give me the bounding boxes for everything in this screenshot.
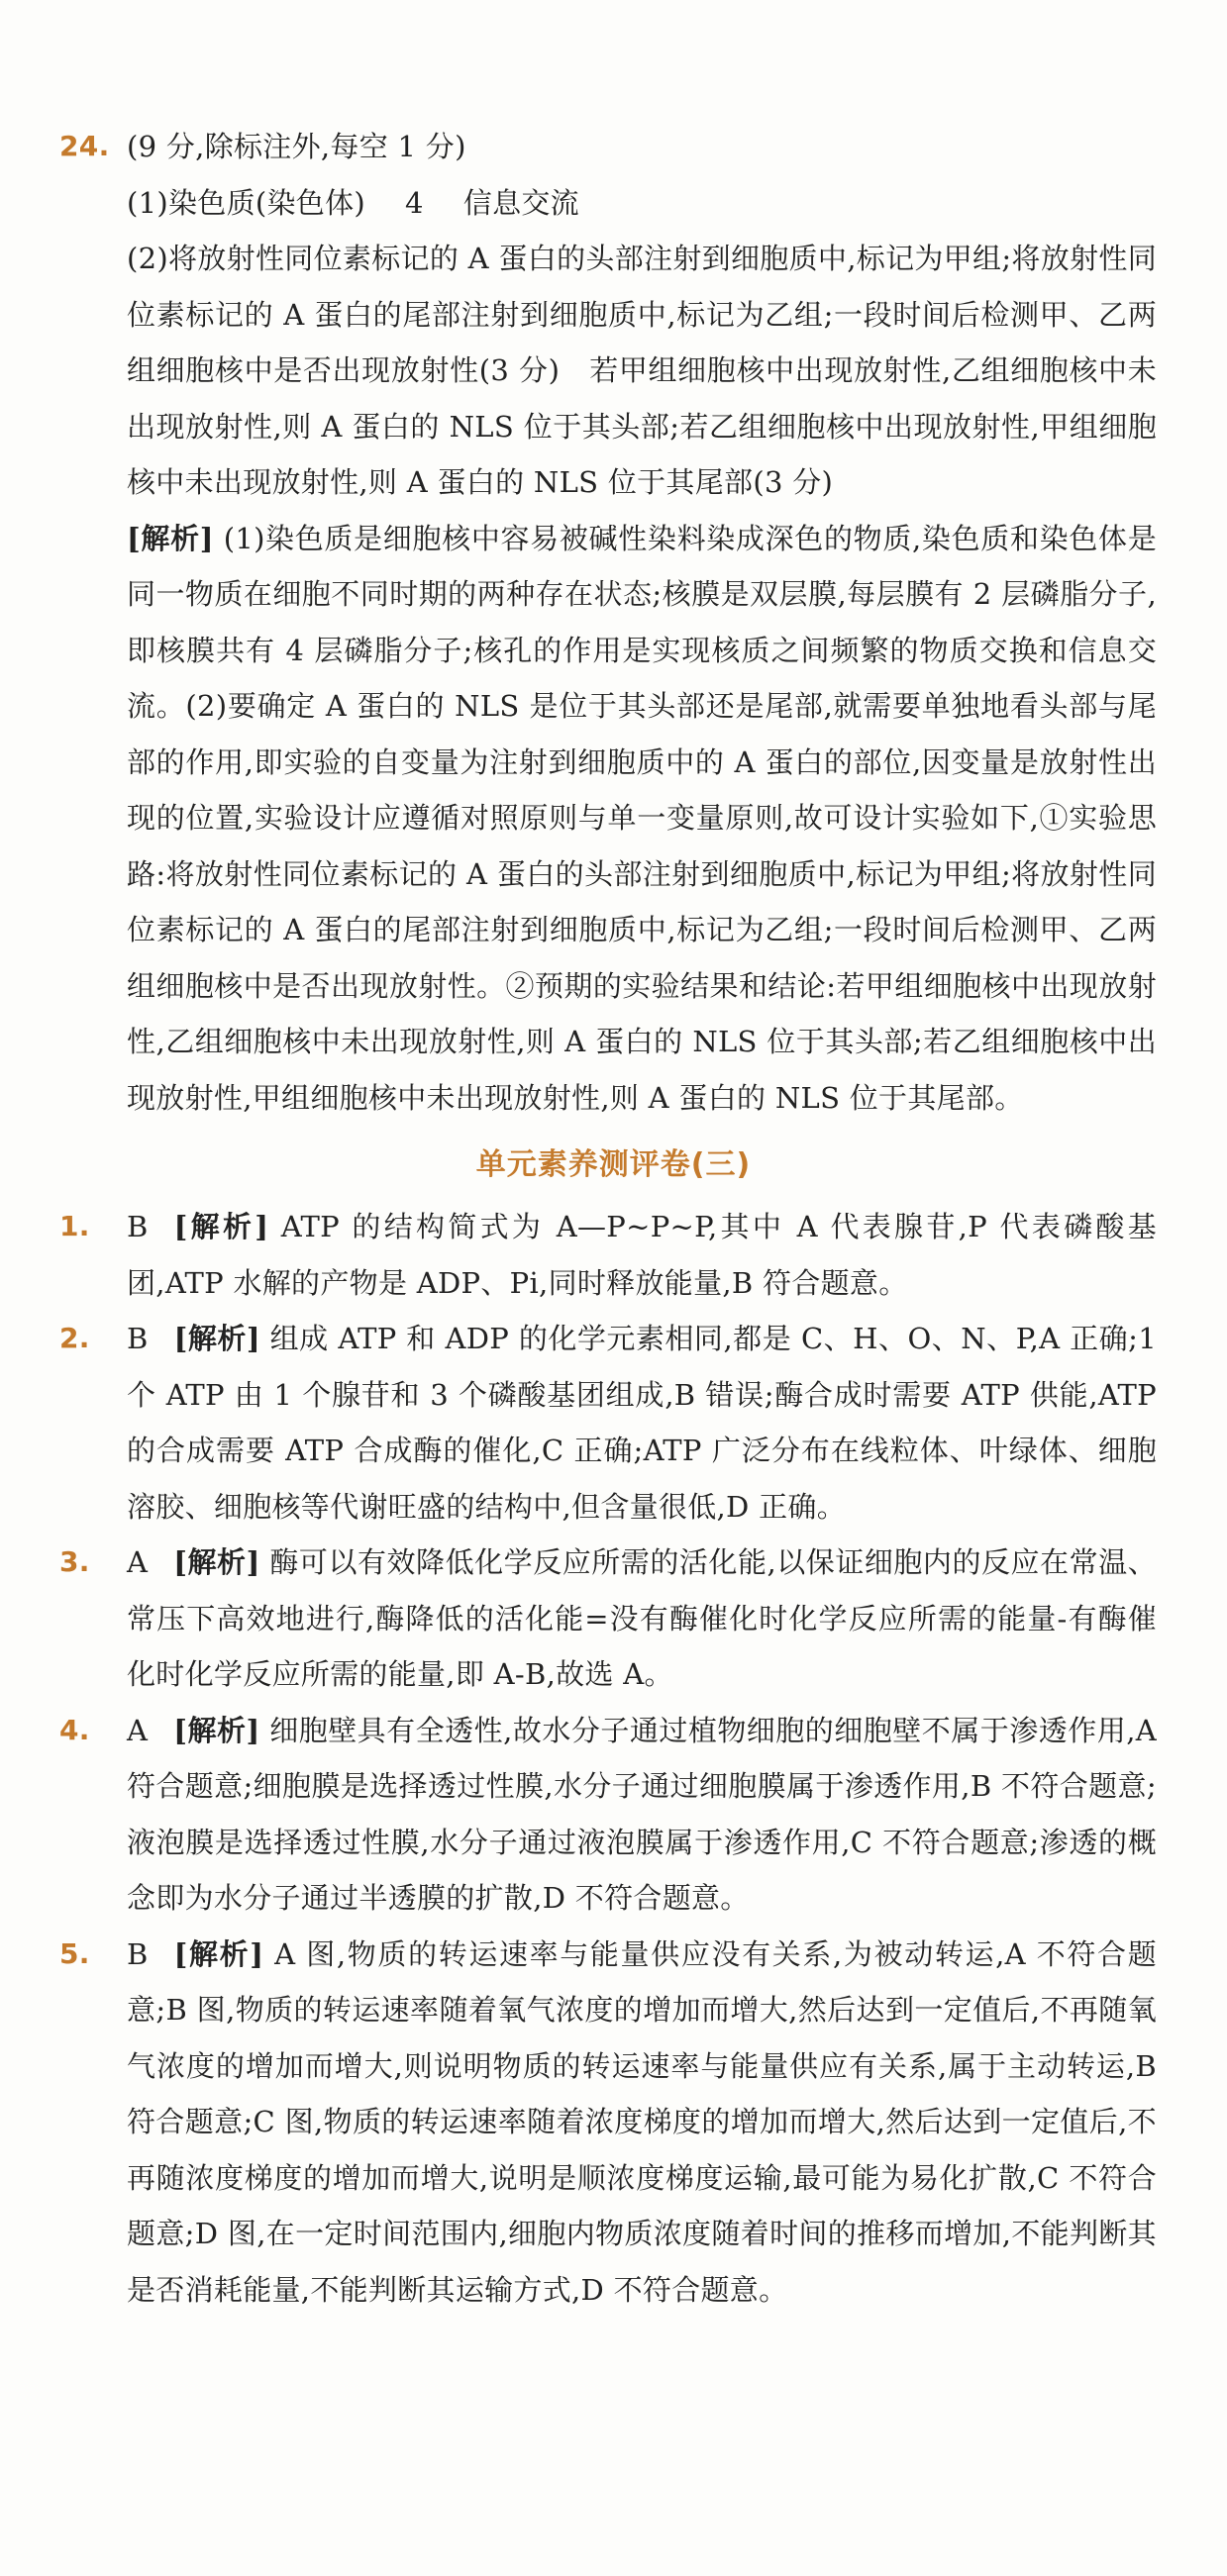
- item-answer: B: [127, 1322, 149, 1355]
- answer-item: [59, 1311, 1157, 1535]
- answer-item: [59, 1703, 1157, 1927]
- item-text: 酶可以有效降低化学反应所需的活化能,以保证细胞内的反应在常温、常压下高效地进行,酶降低的活化能=没有酶催化时化学反应所需的能量-有酶催化时化学反应所需的能量,即 A-B,故选 A。: [127, 1545, 1157, 1691]
- item-text: 组成 ATP 和 ADP 的化学元素相同,都是 C、H、O、N、P,A 正确;1 个 ATP 由 1 个腺苷和 3 个磷酸基团组成,B 错误;酶合成时需要 ATP 供能,ATP 的合成需要 ATP 合成酶的催化,C 正确;ATP 广泛分布在线粒体、叶绿体、细胞溶胶、细胞核等代谢旺盛的结构中,但含量很低,D 正确。: [127, 1322, 1157, 1524]
- item-label: [解析]: [173, 1322, 260, 1355]
- item-answer: B: [127, 1936, 149, 1971]
- item-text: A 图,物质的转运速率与能量供应没有关系,为被动转运,A 不符合题意;B 图,物质的转运速率随着氧气浓度的增加而增大,然后达到一定值后,不再随氧气浓度的增加而增大,则说明物质的转运速率与能量供应有关系,属于主动转运,B 符合题意;C 图,物质的转运速率随着浓度梯度的增加而增大,然后达到一定值后,不再随浓度梯度的增加而增大,说明是顺浓度梯度运输,最可能为易化扩散,C 不符合题意;D 图,在一定时间范围内,细胞内物质浓度随着时间的推移而增加,不能判断其是否消耗能量,不能判断其运输方式,D 不符合题意。: [127, 1936, 1157, 2307]
- question-24: [59, 119, 1157, 1126]
- item-number: 4.: [59, 1713, 90, 1746]
- item-label: [解析]: [173, 1545, 260, 1579]
- item-text: 细胞壁具有全透性,故水分子通过植物细胞的细胞壁不属于渗透作用,A 符合题意;细胞膜是选择透过性膜,水分子通过细胞膜属于渗透作用,B 不符合题意;液泡膜是选择透过性膜,水分子通过液泡膜属于渗透作用,C 不符合题意;渗透的概念即为水分子通过半透膜的扩散,D 不符合题意。: [127, 1713, 1157, 1915]
- item-label: [解析]: [173, 1210, 269, 1243]
- answer-part-2: (2)将放射性同位素标记的 A 蛋白的头部注射到细胞质中,标记为甲组;将放射性同位素标记的 A 蛋白的尾部注射到细胞质中,标记为乙组;一段时间后检测甲、乙两组细胞核中是否出现放射性(3 分) 若甲组细胞核中出现放射性,乙组细胞核中未出现放射性,则 A 蛋白的 NLS 位于其头部;若乙组细胞核中出现放射性,甲组细胞核中未出现放射性,则 A 蛋白的 NLS 位于其尾部(3 分): [127, 242, 1157, 499]
- answer-item: [59, 1199, 1157, 1311]
- item-number: 1.: [59, 1210, 90, 1242]
- item-answer: A: [127, 1713, 149, 1747]
- explanation-text: (1)染色质是细胞核中容易被碱性染料染成深色的物质,染色质和染色体是同一物质在细胞不同时期的两种存在状态;核膜是双层膜,每层膜有 2 层磷脂分子,即核膜共有 4 层磷脂分子;核孔的作用是实现核质之间频繁的物质交换和信息交流。(2)要确定 A 蛋白的 NLS 是位于其头部还是尾部,就需要单独地看头部与尾部的作用,即实验的自变量为注射到细胞质中的 A 蛋白的部位,因变量是放射性出现的位置,实验设计应遵循对照原则与单一变量原则,故可设计实验如下,①实验思路:将放射性同位素标记的 A 蛋白的头部注射到细胞质中,标记为甲组;将放射性同位素标记的 A 蛋白的尾部注射到细胞质中,标记为乙组;一段时间后检测甲、乙两组细胞核中是否出现放射性。②预期的实验结果和结论:若甲组细胞核中出现放射性,乙组细胞核中未出现放射性,则 A 蛋白的 NLS 位于其头部;若乙组细胞核中出现放射性,甲组细胞核中未出现放射性,则 A 蛋白的 NLS 位于其尾部。: [127, 521, 1157, 1115]
- section-title: 单元素养测评卷(三): [475, 1147, 752, 1182]
- answer-item: [59, 1927, 1157, 2319]
- answer-1c: 信息交流: [462, 185, 579, 220]
- item-label: [解析]: [173, 1713, 260, 1747]
- item-answer: A: [127, 1545, 149, 1579]
- item-number: 3.: [59, 1545, 90, 1578]
- question-number: 24.: [59, 130, 110, 162]
- item-number: 2.: [59, 1322, 90, 1354]
- item-label: [解析]: [173, 1936, 264, 1971]
- explanation-label: [解析]: [127, 521, 214, 555]
- item-text: ATP 的结构简式为 A—P~P~P,其中 A 代表腺苷,P 代表磷酸基团,ATP 水解的产物是 ADP、Pi,同时释放能量,B 符合题意。: [127, 1210, 1157, 1300]
- explanation: [127, 511, 1157, 1127]
- item-number: 5.: [59, 1936, 90, 1970]
- item-answer: B: [127, 1210, 149, 1243]
- page: [0, 119, 1227, 2318]
- answer-1a: (1)染色质(染色体): [127, 185, 366, 220]
- answer-item: [59, 1535, 1157, 1703]
- answer-part-1: [127, 175, 1157, 232]
- question-header: (9 分,除标注外,每空 1 分): [127, 130, 466, 163]
- answer-1b: 4: [405, 185, 424, 220]
